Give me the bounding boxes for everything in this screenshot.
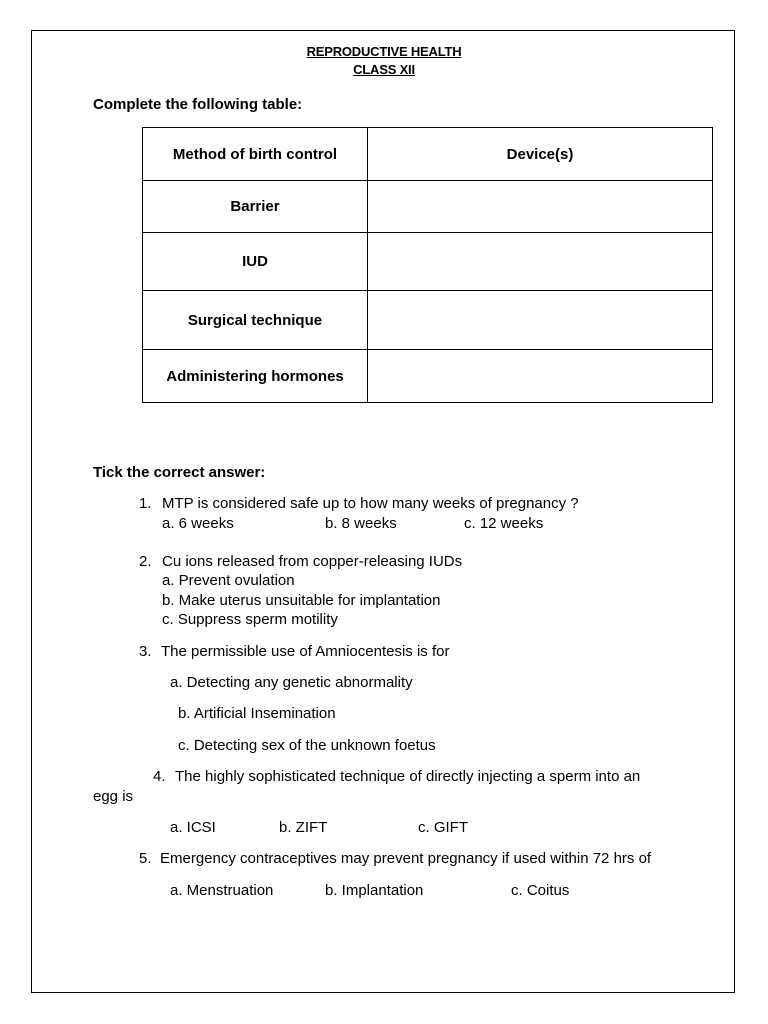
table-row [143,181,713,233]
question-text: Emergency contraceptives may prevent pregnancy if used within 72 hrs of [160,850,652,867]
answer-option[interactable]: b. ZIFT [279,819,328,836]
table-cell-method: IUD [143,233,368,291]
page-title: REPRODUCTIVE HEALTH [306,44,462,59]
answer-option[interactable]: a. ICSI [170,819,216,836]
question-number: 4. [153,768,166,785]
answer-option[interactable]: c. 12 weeks [464,515,544,532]
question-text-continued: egg is [93,788,134,805]
answer-option[interactable]: c. Detecting sex of the unknown foetus [178,737,436,754]
birth-control-table [142,127,713,403]
table-cell-method: Administering hormones [143,350,368,403]
table-cell-devices[interactable] [368,181,713,233]
answer-option[interactable]: b. 8 weeks [325,515,397,532]
table-cell-devices[interactable] [368,233,713,291]
answer-option[interactable]: b. Artificial Insemination [178,705,336,722]
question-text: The highly sophisticated technique of directly injecting a sperm into an [175,768,641,785]
table-row [143,233,713,291]
question-number: 1. [139,495,152,512]
table-cell-devices[interactable] [368,291,713,350]
table-header-method: Method of birth control [143,128,368,181]
question-text: MTP is considered safe up to how many weeks of pregnancy ? [162,495,579,512]
table-header-devices: Device(s) [368,128,713,181]
table-row [143,291,713,350]
table-cell-method: Surgical technique [143,291,368,350]
answer-option[interactable]: b. Implantation [325,882,424,899]
mcq-instruction: Tick the correct answer: [93,464,266,481]
answer-option[interactable]: a. 6 weeks [162,515,234,532]
answer-option[interactable]: a. Detecting any genetic abnormality [170,674,413,691]
table-row [143,350,713,403]
answer-option[interactable]: c. Coitus [511,882,570,899]
table-cell-method: Barrier [143,181,368,233]
question-text: Cu ions released from copper-releasing IUDs [162,553,463,570]
question-number: 2. [139,553,152,570]
table-instruction: Complete the following table: [93,96,303,113]
answer-option[interactable]: b. Make uterus unsuitable for implantation [162,592,441,609]
table-header-row [143,128,713,181]
question-number: 3. [139,643,152,660]
table-cell-devices[interactable] [368,350,713,403]
answer-option[interactable]: a. Menstruation [170,882,274,899]
question-text: The permissible use of Amniocentesis is for [161,643,450,660]
page-subtitle: CLASS XII [353,62,415,77]
answer-option[interactable]: a. Prevent ovulation [162,572,295,589]
question-number: 5. [139,850,152,867]
answer-option[interactable]: c. Suppress sperm motility [162,611,338,628]
answer-option[interactable]: c. GIFT [418,819,468,836]
